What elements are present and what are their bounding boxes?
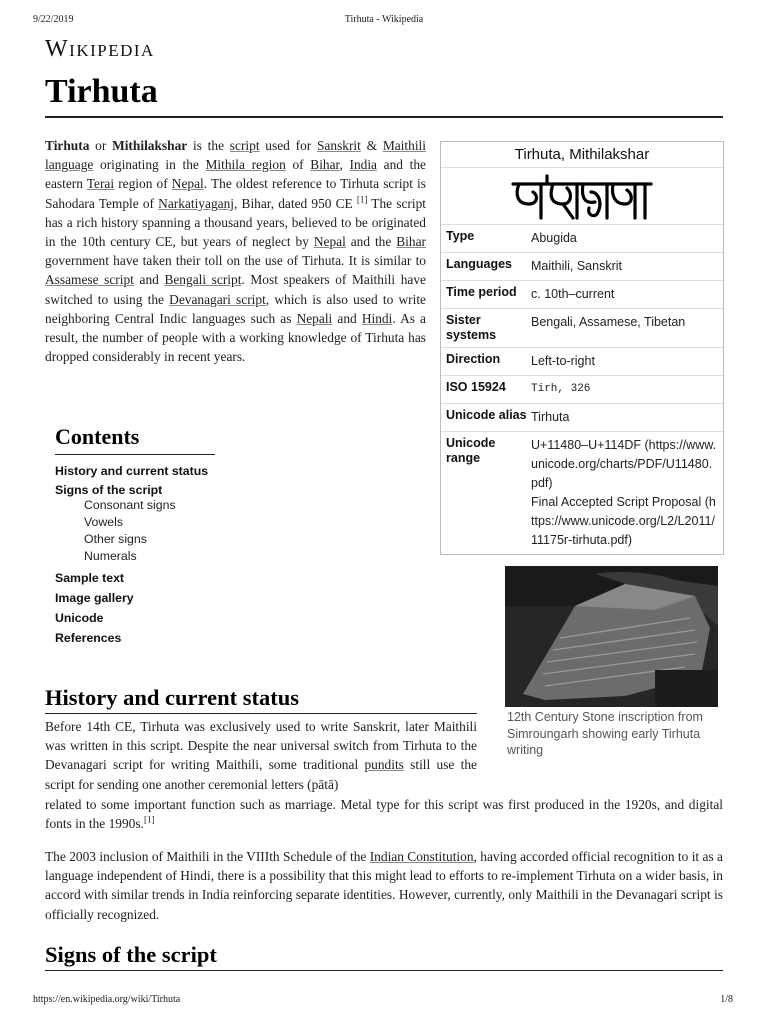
link-nepal[interactable]: Nepal xyxy=(171,176,204,192)
infobox-value: c. 10th–current xyxy=(531,287,615,301)
infobox-value: Left-to-right xyxy=(531,354,595,368)
print-date: 9/22/2019 xyxy=(33,14,74,25)
toc-item-references[interactable]: References xyxy=(55,631,122,645)
infobox-value: Tirhuta xyxy=(531,410,570,424)
link-assamese-script[interactable]: Assamese script xyxy=(45,272,134,288)
infobox-row-iso-15924 xyxy=(441,375,723,403)
infobox-row-languages xyxy=(441,252,723,280)
infobox-value[interactable]: Maithili, Sanskrit xyxy=(531,259,622,273)
infobox-key: Unicode alias xyxy=(446,408,527,422)
section-heading-history: History and current status xyxy=(45,685,299,710)
infobox-key: Languages xyxy=(446,257,512,271)
photo-caption: 12th Century Stone inscription from Simroungarh showing early Tirhuta writing xyxy=(507,710,703,757)
link-devanagari-script[interactable]: Devanagari script xyxy=(169,291,266,307)
print-title: Tirhuta - Wikipedia xyxy=(344,14,424,25)
toc-item-sample-text[interactable]: Sample text xyxy=(55,571,125,585)
infobox-key: ISO 15924 xyxy=(446,380,506,394)
link-terai[interactable]: Terai xyxy=(86,176,115,192)
toc-item-history[interactable]: History and current status xyxy=(55,464,209,478)
toc-item-signs[interactable]: Signs of the script xyxy=(55,483,163,497)
infobox-title: Tirhuta, Mithilakshar xyxy=(441,142,723,168)
toc-item-consonant-signs[interactable]: Consonant signs xyxy=(84,498,176,512)
link-bihar-2[interactable]: Bihar xyxy=(396,234,426,250)
stone-inscription-image xyxy=(505,566,718,707)
intro-paragraph: Tirhuta or Mithilakshar is the script used for Sanskrit & Maithili language originating in the Mithila region of Bihar, India and the eastern Terai region of Nepal. The oldest reference to Tirhuta script is Sahodara Temple of Narkatiyaganj, Bihar, dated 950 CE [1] The script has a rich history spanning a thousand years, believed to be originated in the 10th century CE, but years of neglect by Nepal and the Bihar government have taken their toll on the use of Tirhuta. It is similar to Assamese script and Bengali script. Most speakers of Maithili have switched to using the Devanagari script, which is also used to write neighboring Central Indic languages such as Nepali and Hindi. As a result, the number of people with a working knowledge of Tirhuta has dropped considerably in recent years. xyxy=(45,138,427,365)
print-page-number: 1/8 xyxy=(720,994,733,1005)
script-glyph-drawing xyxy=(507,174,657,222)
term-mithilakshar: Mithilakshar xyxy=(112,138,188,153)
toc-item-numerals[interactable]: Numerals xyxy=(84,549,137,563)
infobox-row-time-period xyxy=(441,280,723,308)
toc-item-vowels[interactable]: Vowels xyxy=(84,515,123,529)
history-paragraph-1b: related to some important function such as marriage. Metal type for this script was first produced in the 1920s, and digital fonts in the 1990s.[1] xyxy=(45,797,723,832)
infobox-key: Direction xyxy=(446,352,501,366)
infobox-value: Tirh, 326 xyxy=(531,383,591,395)
infobox-row-type xyxy=(441,224,723,252)
print-url: https://en.wikipedia.org/wiki/Tirhuta xyxy=(33,994,181,1005)
link-nepali[interactable]: Nepali xyxy=(296,310,333,326)
link-maithili-language[interactable]: Maithili language xyxy=(45,138,426,173)
script-proposal-link[interactable]: Final Accepted Script Proposal (https://www.unicode.org/L2/L2011/11175r-tirhuta.pdf) xyxy=(531,495,716,547)
link-hindi[interactable]: Hindi xyxy=(361,310,393,326)
toc-item-unicode[interactable]: Unicode xyxy=(55,611,104,625)
unicode-chart-link[interactable]: U+11480–U+114DF (https://www.unicode.org/charts/PDF/U11480.pdf) xyxy=(531,438,717,490)
link-bihar[interactable]: Bihar xyxy=(310,157,340,173)
infobox-row-unicode-range xyxy=(441,431,723,554)
section-heading-signs: Signs of the script xyxy=(45,942,217,967)
history-paragraph-1a: Before 14th CE, Tirhuta was exclusively used to write Sanskrit, later Maithili was written in this script. Despite the near universal switch from Tirhuta to the Devanagari script for writing Maithili, some traditional pundits still use the script for sending one another ceremonial letters (pātā) xyxy=(45,719,477,792)
infobox-key: Type xyxy=(446,229,475,243)
infobox-key: Time period xyxy=(446,285,517,299)
infobox xyxy=(440,141,724,555)
infobox-value: Abugida xyxy=(531,231,577,245)
link-script[interactable]: script xyxy=(229,138,260,153)
toc-title: Contents xyxy=(55,424,215,455)
infobox-key: Unicode range xyxy=(446,436,496,465)
citation-1-history[interactable]: [1] xyxy=(143,814,155,825)
link-narkatiyaganj[interactable]: Narkatiyaganj xyxy=(158,195,235,211)
toc-item-other-signs[interactable]: Other signs xyxy=(84,532,147,546)
script-sample-image xyxy=(441,168,723,224)
stone-inscription-photo[interactable] xyxy=(505,566,718,707)
term-tirhuta: Tirhuta xyxy=(45,138,90,153)
history-divider xyxy=(45,713,477,714)
infobox-row-unicode-alias xyxy=(441,403,723,431)
page-title: Tirhuta xyxy=(45,73,158,110)
infobox-row-direction xyxy=(441,347,723,375)
history-paragraph-2: The 2003 inclusion of Maithili in the VIIIth Schedule of the Indian Constitution, having accorded official recognition to it as a language independent of Hindi, there is a possibility that this might lead to efforts to re-implement Tirhuta on a wider basis, in accord with similar trends in India reinforcing separate identities. However, currently, only Maithili in the Devanagari script is officially recognized. xyxy=(45,849,723,922)
link-bengali-script[interactable]: Bengali script xyxy=(164,272,242,288)
infobox-value[interactable]: Bengali, Assamese, Tibetan xyxy=(531,315,686,329)
link-nepal-2[interactable]: Nepal xyxy=(313,234,346,250)
toc-item-image-gallery[interactable]: Image gallery xyxy=(55,591,134,605)
table-of-contents xyxy=(55,424,215,645)
link-pundits[interactable]: pundits xyxy=(364,757,404,773)
title-divider xyxy=(45,116,723,118)
link-india[interactable]: India xyxy=(349,157,377,173)
infobox-row-sister-systems xyxy=(441,308,723,347)
signs-divider xyxy=(45,970,723,971)
infobox-key: Sister systems xyxy=(446,313,497,342)
wikipedia-logo[interactable]: Wikipedia xyxy=(45,36,155,62)
link-sanskrit[interactable]: Sanskrit xyxy=(316,138,361,153)
link-mithila-region[interactable]: Mithila region xyxy=(205,157,286,173)
citation-1[interactable]: [1] xyxy=(356,194,368,205)
link-indian-constitution[interactable]: Indian Constitution xyxy=(369,849,474,864)
